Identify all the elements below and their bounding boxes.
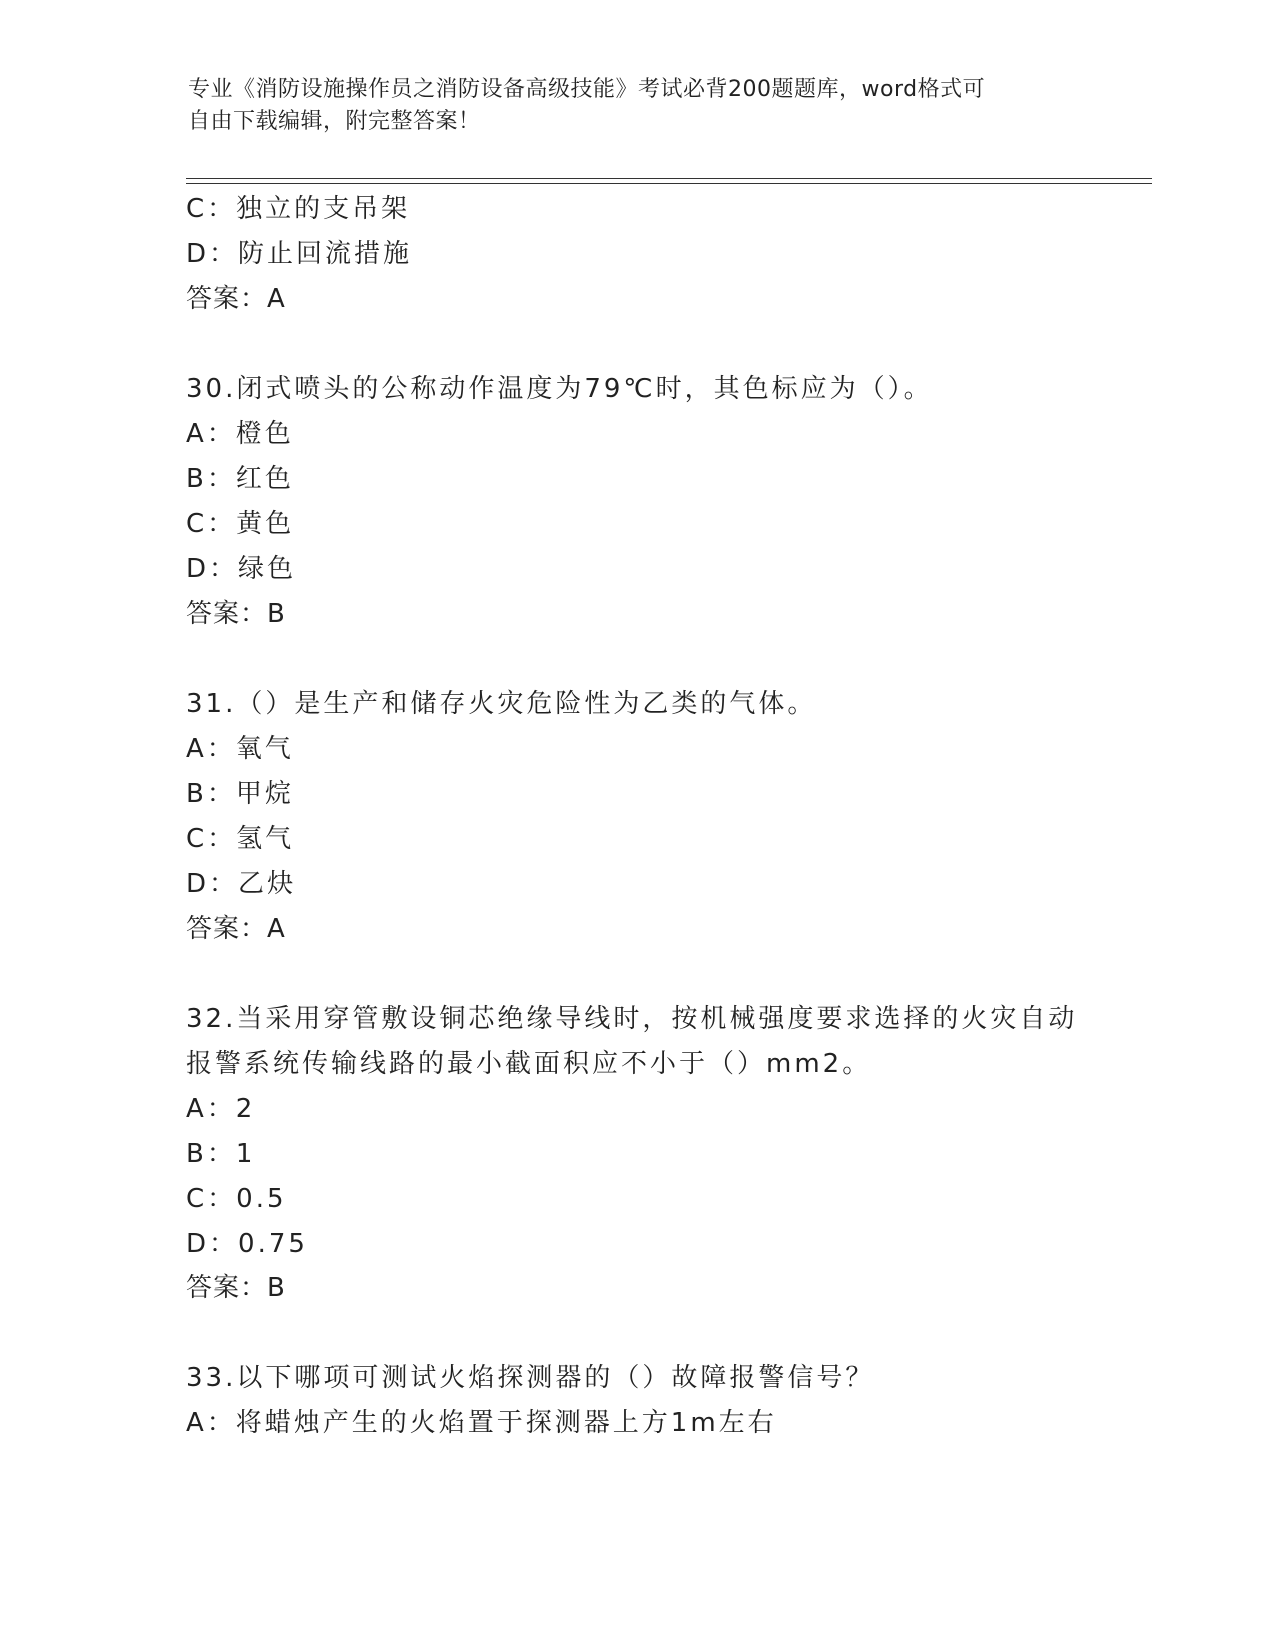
question-32-option-a: A：2 (186, 1094, 256, 1124)
question-31-option-d: D：乙炔 (186, 869, 297, 899)
option-d: D：防止回流措施 (186, 239, 413, 269)
question-30-option-c: C：黄色 (186, 509, 295, 539)
document-header (188, 74, 1088, 138)
question-30-answer: 答案：B (186, 599, 286, 629)
header-rule-top (186, 178, 1152, 179)
header-line-1: 专业《消防设施操作员之消防设备高级技能》考试必背200题题库，word格式可 (188, 77, 986, 102)
question-31-option-a: A：氧气 (186, 734, 294, 764)
question-33-option-a: A：将蜡烛产生的火焰置于探测器上方1m左右 (186, 1408, 777, 1438)
answer: 答案：A (186, 284, 286, 314)
question-32-answer: 答案：B (186, 1273, 286, 1303)
question-30-option-b: B：红色 (186, 464, 294, 494)
question-32-option-d: D：0.75 (186, 1229, 308, 1259)
question-30-option-a: A：橙色 (186, 419, 294, 449)
question-32-option-c: C：0.5 (186, 1184, 287, 1214)
header-rule-bottom (186, 183, 1152, 184)
question-31-option-c: C：氢气 (186, 824, 295, 854)
question-31-stem: 31.（）是生产和储存火灾危险性为乙类的气体。 (186, 689, 817, 719)
question-32-option-b: B：1 (186, 1139, 256, 1169)
question-30-stem: 30.闭式喷头的公称动作温度为79℃时，其色标应为（）。 (186, 374, 933, 404)
question-32-stem-line-2: 报警系统传输线路的最小截面积应不小于（）mm2。 (186, 1049, 872, 1079)
option-c: C：独立的支吊架 (186, 194, 411, 224)
question-33-stem: 33.以下哪项可测试火焰探测器的（）故障报警信号？ (186, 1363, 875, 1393)
header-line-2: 自由下载编辑，附完整答案！ (188, 109, 481, 134)
question-31-option-b: B：甲烷 (186, 779, 294, 809)
question-32-stem-line-1: 32.当采用穿管敷设铜芯绝缘导线时，按机械强度要求选择的火灾自动 (186, 1004, 1078, 1034)
question-30-option-d: D：绿色 (186, 554, 297, 584)
question-31-answer: 答案：A (186, 914, 286, 944)
